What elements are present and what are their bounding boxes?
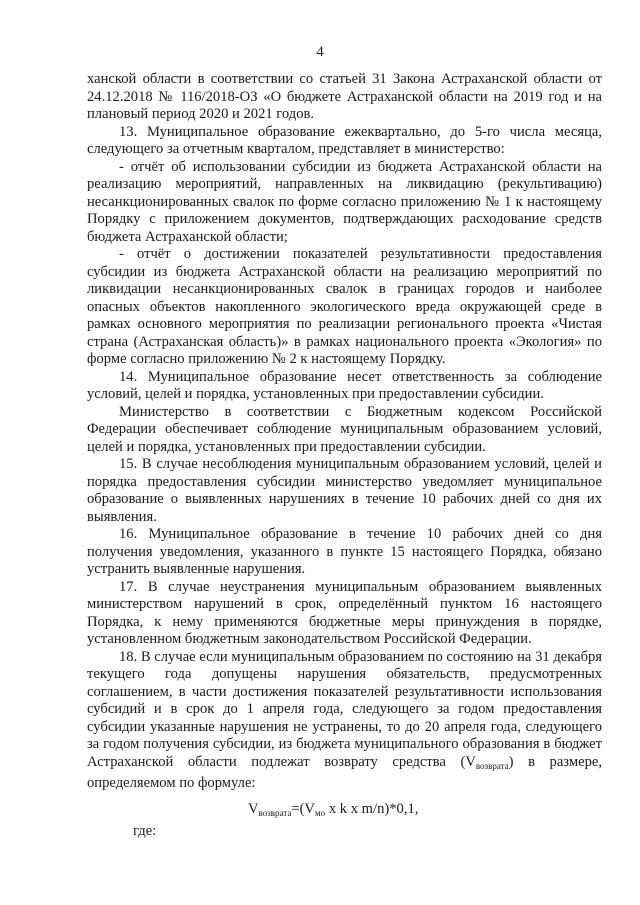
paragraph-continuation: ханской области в соответствии со статьей 31 Закона Астраханской области от 24.12.2018 № 116/2018-ОЗ «О бюджете Астраханской области на 2019 год и на плановый период 2020 и 2021 годов. xyxy=(87,71,602,122)
paragraph-18 xyxy=(87,649,602,793)
paragraph-18-text: 18. В случае если муниципальным образованием по состоянию на 31 декабря текущего года допущены нарушения обязательств, предусмотренных соглашением, в части достижения показателей результативности использования субсидий и в срок до 1 апреля года, следующего за годом предоставления субсидии указанные нарушения не устранены, то до 20 апреля года, следующего за годом получения субсидии, из бюджета муниципального образования в бюджет Астраханской области подлежат возврату средства (V xyxy=(87,648,602,770)
paragraph-18-subscript: возврата xyxy=(475,760,509,771)
formula-v: V xyxy=(248,801,259,817)
paragraph-13-item-1: - отчёт об использовании субсидии из бюджета Астраханской области на реализацию мероприятий, направленных на ликвидацию (рекультивацию) несанкционированных свалок по форме согласно приложению № 1 к настоящему Порядку с приложением документов, подтверждающих расходование средств бюджета Астраханской области; xyxy=(87,158,602,245)
paragraph-16: 16. Муниципальное образование в течение 10 рабочих дней со дня получения уведомления, указанного в пункте 15 настоящего Порядка, обязано устранить выявленные нарушения. xyxy=(87,526,602,577)
where-label: где: xyxy=(133,823,157,839)
formula-rest: x k x m/n)*0,1, xyxy=(325,801,419,817)
paragraph-17: 17. В случае неустранения муниципальным образованием выявленных министерством нарушений в срок, определённый пунктом 16 настоящего Порядка, к нему применяются бюджетные меры принуждения в порядке, установленном бюджетным законодательством Российской Федерации. xyxy=(87,578,602,647)
paragraph-15: 15. В случае несоблюдения муниципальным образованием условий, целей и порядка предоставления субсидии министерство уведомляет муниципальное образование о выявленных нарушениях в течение 10 рабочих дней со дня их выявления. xyxy=(87,456,602,525)
formula-sub-mo: мо xyxy=(314,808,326,818)
formula-eq: =(V xyxy=(291,801,315,817)
paragraph-14: 14. Муниципальное образование несет ответственность за соблюдение условий, целей и порядка, установленных при предоставлении субсидии. xyxy=(87,368,602,402)
paragraph-ministry: Министерство в соответствии с Бюджетным кодексом Российской Федерации обеспечивает соблюдение муниципальным образованием условий, целей и порядка, установленных при предоставлении субсидии. xyxy=(87,403,602,455)
paragraph-13-item-2: - отчёт о достижении показателей результативности предоставления субсидии из бюджета Астраханской области на реализацию мероприятий по ликвидации несанкционированных свалок в границах городов и наиболее опасных объектов накопленного экологического вреда окружающей среде в рамках основного мероприятия по реализации регионального проекта «Чистая страна (Астраханская область)» в рамках национального проекта «Экология» по форме согласно приложению № 2 к настоящему Порядку. xyxy=(87,246,602,367)
paragraph-13: 13. Муниципальное образование ежеквартально, до 5-го числа месяца, следующего за отчетным кварталом, представляет в министерство: xyxy=(87,123,602,157)
page-number: 4 xyxy=(316,44,324,60)
return-formula xyxy=(248,801,418,818)
document-body xyxy=(87,71,602,793)
paragraph-18-tail: ) в размере, определяемом по формуле: xyxy=(87,753,602,791)
formula-sub-return: возврата xyxy=(258,808,292,818)
